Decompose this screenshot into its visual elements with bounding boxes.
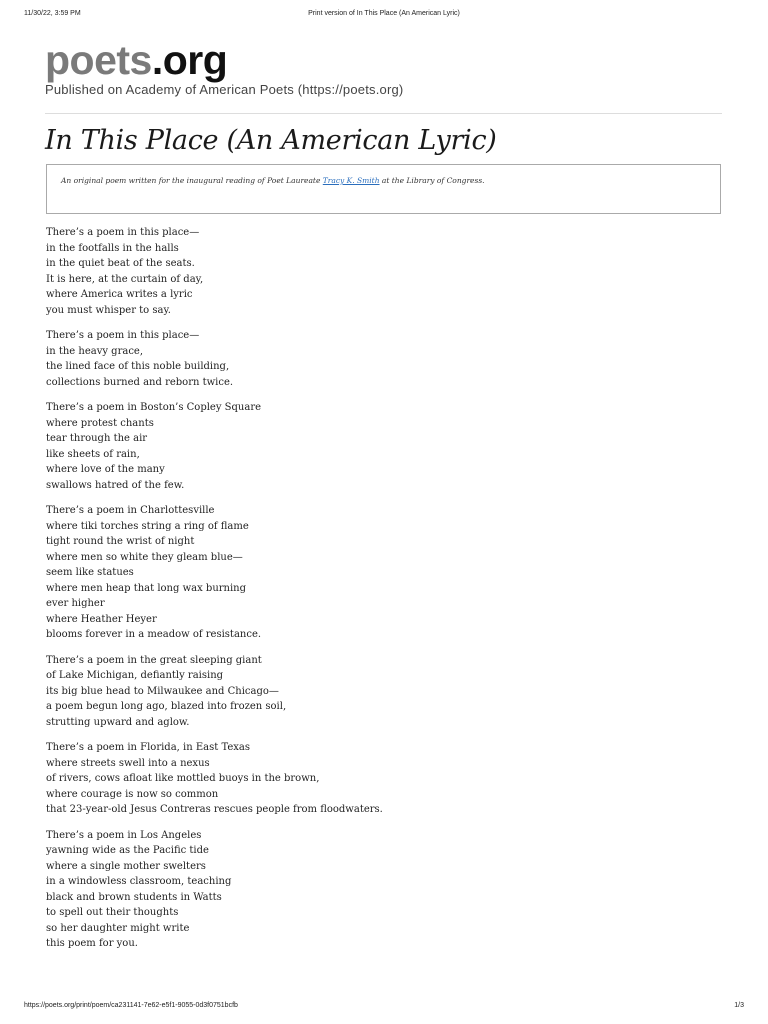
poem-line: swallows hatred of the few.: [46, 479, 185, 491]
intro-text-before: An original poem written for the inaugural reading of Poet Laureate: [61, 176, 323, 185]
print-url: https://poets.org/print/poem/ca231141-7e62-e5f1-9055-0d3f0751bcfb: [24, 1002, 238, 1009]
poem-line: a poem begun long ago, blazed into frozen soil,: [46, 701, 287, 712]
poem-line: the lined face of this noble building,: [46, 361, 230, 372]
header-divider: [45, 113, 722, 114]
poem-line: There’s a poem in this place—: [46, 330, 200, 341]
poem-stanza: [46, 740, 706, 818]
print-datetime: 11/30/22, 3:59 PM: [24, 10, 81, 17]
poem-line: in the heavy grace,: [46, 345, 144, 357]
poem-line: where men heap that long wax burning: [46, 582, 247, 594]
poem-line: of rivers, cows afloat like mottled buoys in the brown,: [46, 773, 320, 784]
poem-line: in the quiet beat of the seats.: [46, 258, 195, 269]
poem-line: There’s a poem in Boston’s Copley Square: [46, 402, 262, 413]
poem-line: tear through the air: [46, 433, 148, 444]
print-footer: [24, 1002, 744, 1014]
poem-line: in the footfalls in the halls: [46, 242, 179, 254]
poem-line: yawning wide as the Pacific tide: [46, 845, 209, 856]
poem-line: There’s a poem in the great sleeping giant: [46, 654, 262, 666]
logo-text-poets: poets: [45, 37, 152, 83]
poem-line: where courage is now so common: [46, 788, 219, 800]
logo-text-org: .org: [151, 37, 228, 83]
poem-line: blooms forever in a meadow of resistance.: [46, 629, 262, 640]
poem-line: in a windowless classroom, teaching: [46, 876, 232, 887]
poem-line: There’s a poem in this place—: [46, 227, 200, 238]
poem-line: to spell out their thoughts: [46, 907, 179, 918]
poem-line: where love of the many: [46, 464, 165, 475]
poem-line: ever higher: [46, 598, 105, 609]
poet-laureate-link[interactable]: Tracy K. Smith: [322, 176, 380, 185]
poem-line: where tiki torches string a ring of flame: [46, 520, 249, 532]
poem-line: seem like statues: [46, 567, 134, 578]
poem-stanza: [46, 400, 706, 493]
poem-line: collections burned and reborn twice.: [46, 376, 234, 388]
poem-line: where protest chants: [46, 417, 154, 429]
poem-line: so her daughter might write: [46, 922, 190, 934]
poem-line: this poem for you.: [46, 938, 138, 949]
poem-line: where streets swell into a nexus: [46, 757, 210, 769]
poem-stanza: [46, 828, 706, 952]
poem-line: It is here, at the curtain of day,: [46, 273, 204, 285]
poem-stanza: [46, 653, 706, 731]
poem-line: you must whisper to say.: [46, 304, 171, 316]
poem-line: like sheets of rain,: [46, 448, 140, 460]
poem-line: that 23-year-old Jesus Contreras rescues people from floodwaters.: [46, 804, 383, 815]
poem-title: In This Place (An American Lyric): [45, 125, 497, 156]
poem-line: There’s a poem in Florida, in East Texas: [46, 742, 250, 753]
poem-body: [46, 225, 706, 962]
poem-line: black and brown students in Watts: [46, 891, 222, 903]
poem-line: There’s a poem in Charlottesville: [46, 505, 215, 516]
print-page-number: 1/3: [734, 1002, 744, 1009]
intro-text-after: at the Library of Congress.: [379, 176, 485, 185]
published-on-line: Published on Academy of American Poets (https://poets.org): [45, 82, 404, 97]
poem-line: its big blue head to Milwaukee and Chicago—: [46, 685, 279, 697]
poem-line: of Lake Michigan, defiantly raising: [46, 670, 224, 681]
poem-stanza: [46, 225, 706, 318]
poem-line: tight round the wrist of night: [46, 536, 195, 547]
print-header: [24, 10, 744, 24]
poem-line: where America writes a lyric: [46, 289, 193, 300]
poem-stanza: [46, 503, 706, 643]
site-logo[interactable]: [45, 38, 227, 82]
poem-line: where Heather Heyer: [46, 613, 157, 625]
poem-line: There’s a poem in Los Angeles: [46, 829, 202, 841]
poem-line: where men so white they gleam blue—: [46, 551, 243, 563]
poem-line: where a single mother swelters: [46, 860, 206, 872]
poem-line: strutting upward and aglow.: [46, 716, 190, 728]
intro-note-box: [46, 164, 721, 214]
print-document-title: Print version of In This Place (An American Lyric): [308, 10, 460, 17]
poem-stanza: [46, 328, 706, 390]
